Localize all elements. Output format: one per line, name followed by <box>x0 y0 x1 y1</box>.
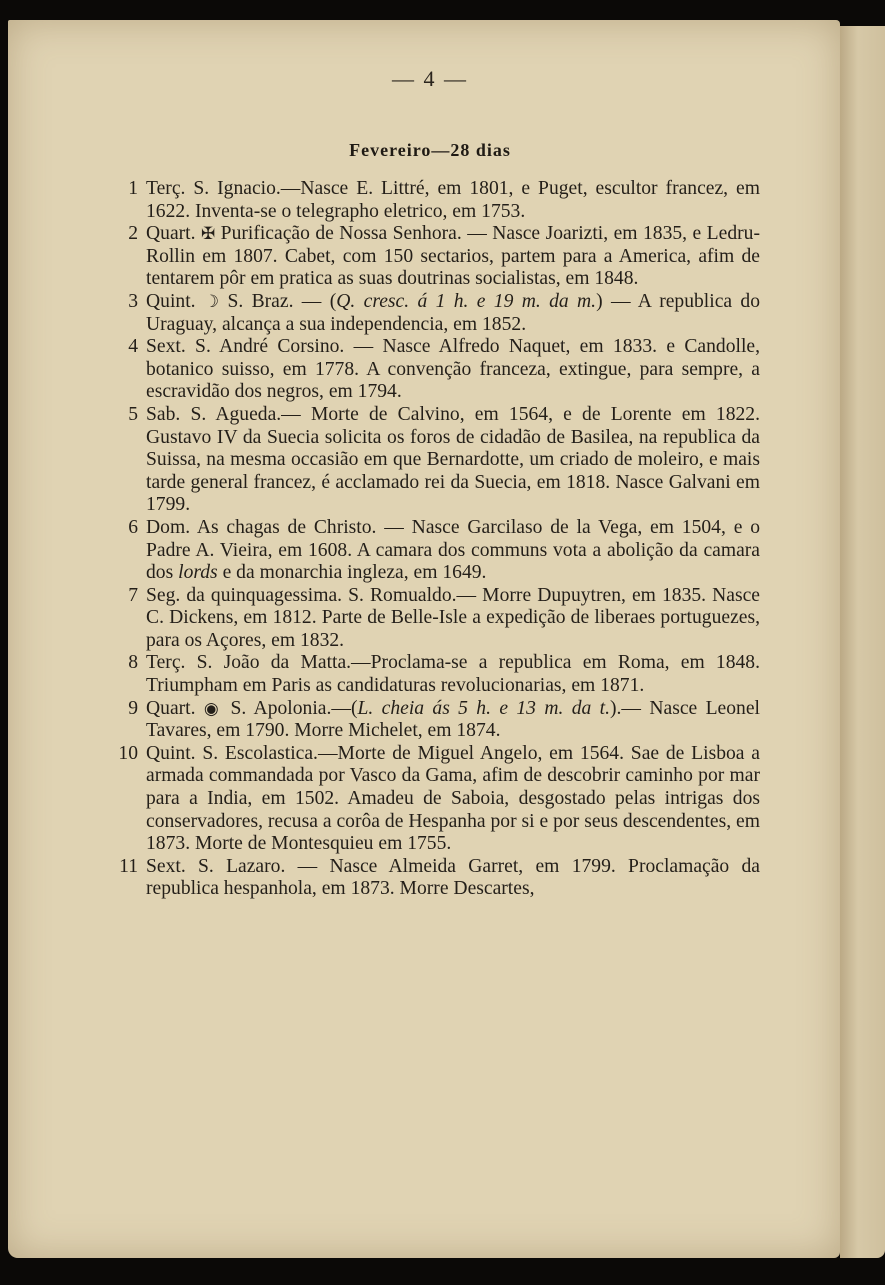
day-number: 1 <box>128 178 138 199</box>
entry-text-segment: S. Apolonia.—( <box>222 697 358 719</box>
entry-text-segment: Sab. S. Agueda.— Morte de Calvino, em 1564, e de Lorente em 1822. Gustavo IV da Suecia solicita os foros de cidadão de Basilea, na republica da Suissa, na mesma occasião em que Bernardotte, um criado de moleiro, e mais tarde general francez, é acclamado rei da Suecia, em 1818. Nasce Galvani em 1799. <box>146 403 760 516</box>
entry-text-segment: Quart. <box>146 697 204 719</box>
calendar-entry <box>100 178 760 223</box>
day-number: 6 <box>128 516 138 538</box>
entry-text <box>146 856 760 900</box>
entry-text <box>146 178 760 222</box>
entry-text <box>146 652 760 696</box>
calendar-entry <box>100 517 760 585</box>
entry-text-segment: S. Braz. — ( <box>219 290 337 312</box>
entry-text <box>146 743 760 854</box>
calendar-entry <box>100 404 760 517</box>
entry-text <box>146 698 760 742</box>
entry-text-segment: ) — A republica do Uraguay, alcança a sua independencia, em 1852. <box>146 290 761 335</box>
day-number: 7 <box>128 584 138 606</box>
day-number: 4 <box>128 336 138 358</box>
day-number: 2 <box>128 223 138 245</box>
calendar-entry <box>100 585 760 653</box>
entry-text-segment: Seg. da quinquagessima. S. Romualdo.— Morre Dupuytren, em 1835. Nasce C. Dickens, em 1812. Parte de Belle-Isle a expedição de liberaes portuguezes, para os Açores, em 1832. <box>146 584 760 651</box>
calendar-entry <box>100 856 760 901</box>
page-number: — 4 — <box>392 66 468 91</box>
day-number: 11 <box>119 855 138 877</box>
day-number: 10 <box>118 742 138 764</box>
entry-text <box>146 585 760 651</box>
astronomical-symbol-icon: ☽ <box>203 291 220 311</box>
astronomical-symbol-icon: ✠ <box>200 224 216 244</box>
entry-text-segment: Quint. <box>146 290 204 312</box>
calendar-entry <box>100 291 760 336</box>
entry-text-segment: Purificação de Nossa Senhora. — Nasce Joarizti, em 1835, e Ledru-Rollin em 1807. Cabet, com 150 sectarios, partem para a America, afim de tentarem pôr em pratica as suas doutrinas socialistas, em 1848. <box>146 223 760 290</box>
entry-text <box>146 517 760 583</box>
astronomical-symbol-icon: ◉ <box>203 698 223 718</box>
entry-text-segment: Q. cresc. á 1 h. e 19 m. da m. <box>336 290 597 312</box>
calendar-entry <box>100 336 760 404</box>
entry-text-segment: Quart. <box>146 223 201 245</box>
entry-text-segment: e da monarchia ingleza, em 1649. <box>217 562 487 584</box>
day-number: 9 <box>128 697 138 719</box>
entry-text-segment: Quint. S. Escolastica.—Morte de Miguel Angelo, em 1564. Sae de Lisboa a armada commandada por Vasco da Gama, afim de descobrir caminho por mar para a India, em 1502. Amadeu de Saboia, desgostado pelas intrigas dos conservadores, recusa a corôa de Hespanha por si e por seus descendentes, em 1873. Morte de Montesquieu em 1755. <box>146 742 760 855</box>
calendar-entry <box>100 223 760 291</box>
calendar-entry <box>100 743 760 856</box>
calendar-entry <box>100 652 760 697</box>
day-number: 5 <box>128 403 138 425</box>
entry-text-segment: Terç. S. João da Matta.—Proclama-se a republica em Roma, em 1848. Triumpham em Paris as candidaturas revolucionarias, em 1871. <box>146 652 760 697</box>
entry-text <box>146 404 760 515</box>
day-number: 8 <box>128 652 138 674</box>
day-number: 3 <box>128 290 138 312</box>
entry-text-segment: Dom. As chagas de Christo. — Nasce Garcilaso de la Vega, em 1504, e o Padre A. Vieira, em 1608. A camara dos communs vota a abolição da camara dos <box>146 516 760 584</box>
month-title: Fevereiro—28 dias <box>349 140 511 160</box>
entry-text-segment: Terç. S. Ignacio.—Nasce E. Littré, em 1801, e Puget, escultor francez, em 1622. Inventa-se o telegrapho eletrico, em 1753. <box>146 178 760 222</box>
entry-text-segment: Sext. S. André Corsino. — Nasce Alfredo Naquet, em 1833. e Candolle, botanico suisso, em 1778. A convenção franceza, extingue, para sempre, a escravidão dos negros, em 1794. <box>146 336 760 403</box>
entry-text <box>146 223 760 289</box>
entry-text <box>146 291 760 335</box>
entry-text-segment: ).— Nasce Leonel Tavares, em 1790. Morre Michelet, em 1874. <box>146 697 760 742</box>
page-edge <box>840 26 885 1258</box>
entry-text-segment: Sext. S. Lazaro. — Nasce Almeida Garret, em 1799. Proclamação da republica hespanhola, em 1873. Morre Descartes, <box>146 855 760 900</box>
entry-text <box>146 336 760 402</box>
entry-text-segment: lords <box>178 562 218 584</box>
calendar-entry <box>100 698 760 743</box>
entry-text-segment: L. cheia ás 5 h. e 13 m. da t. <box>357 697 610 719</box>
calendar-entries <box>100 178 760 901</box>
